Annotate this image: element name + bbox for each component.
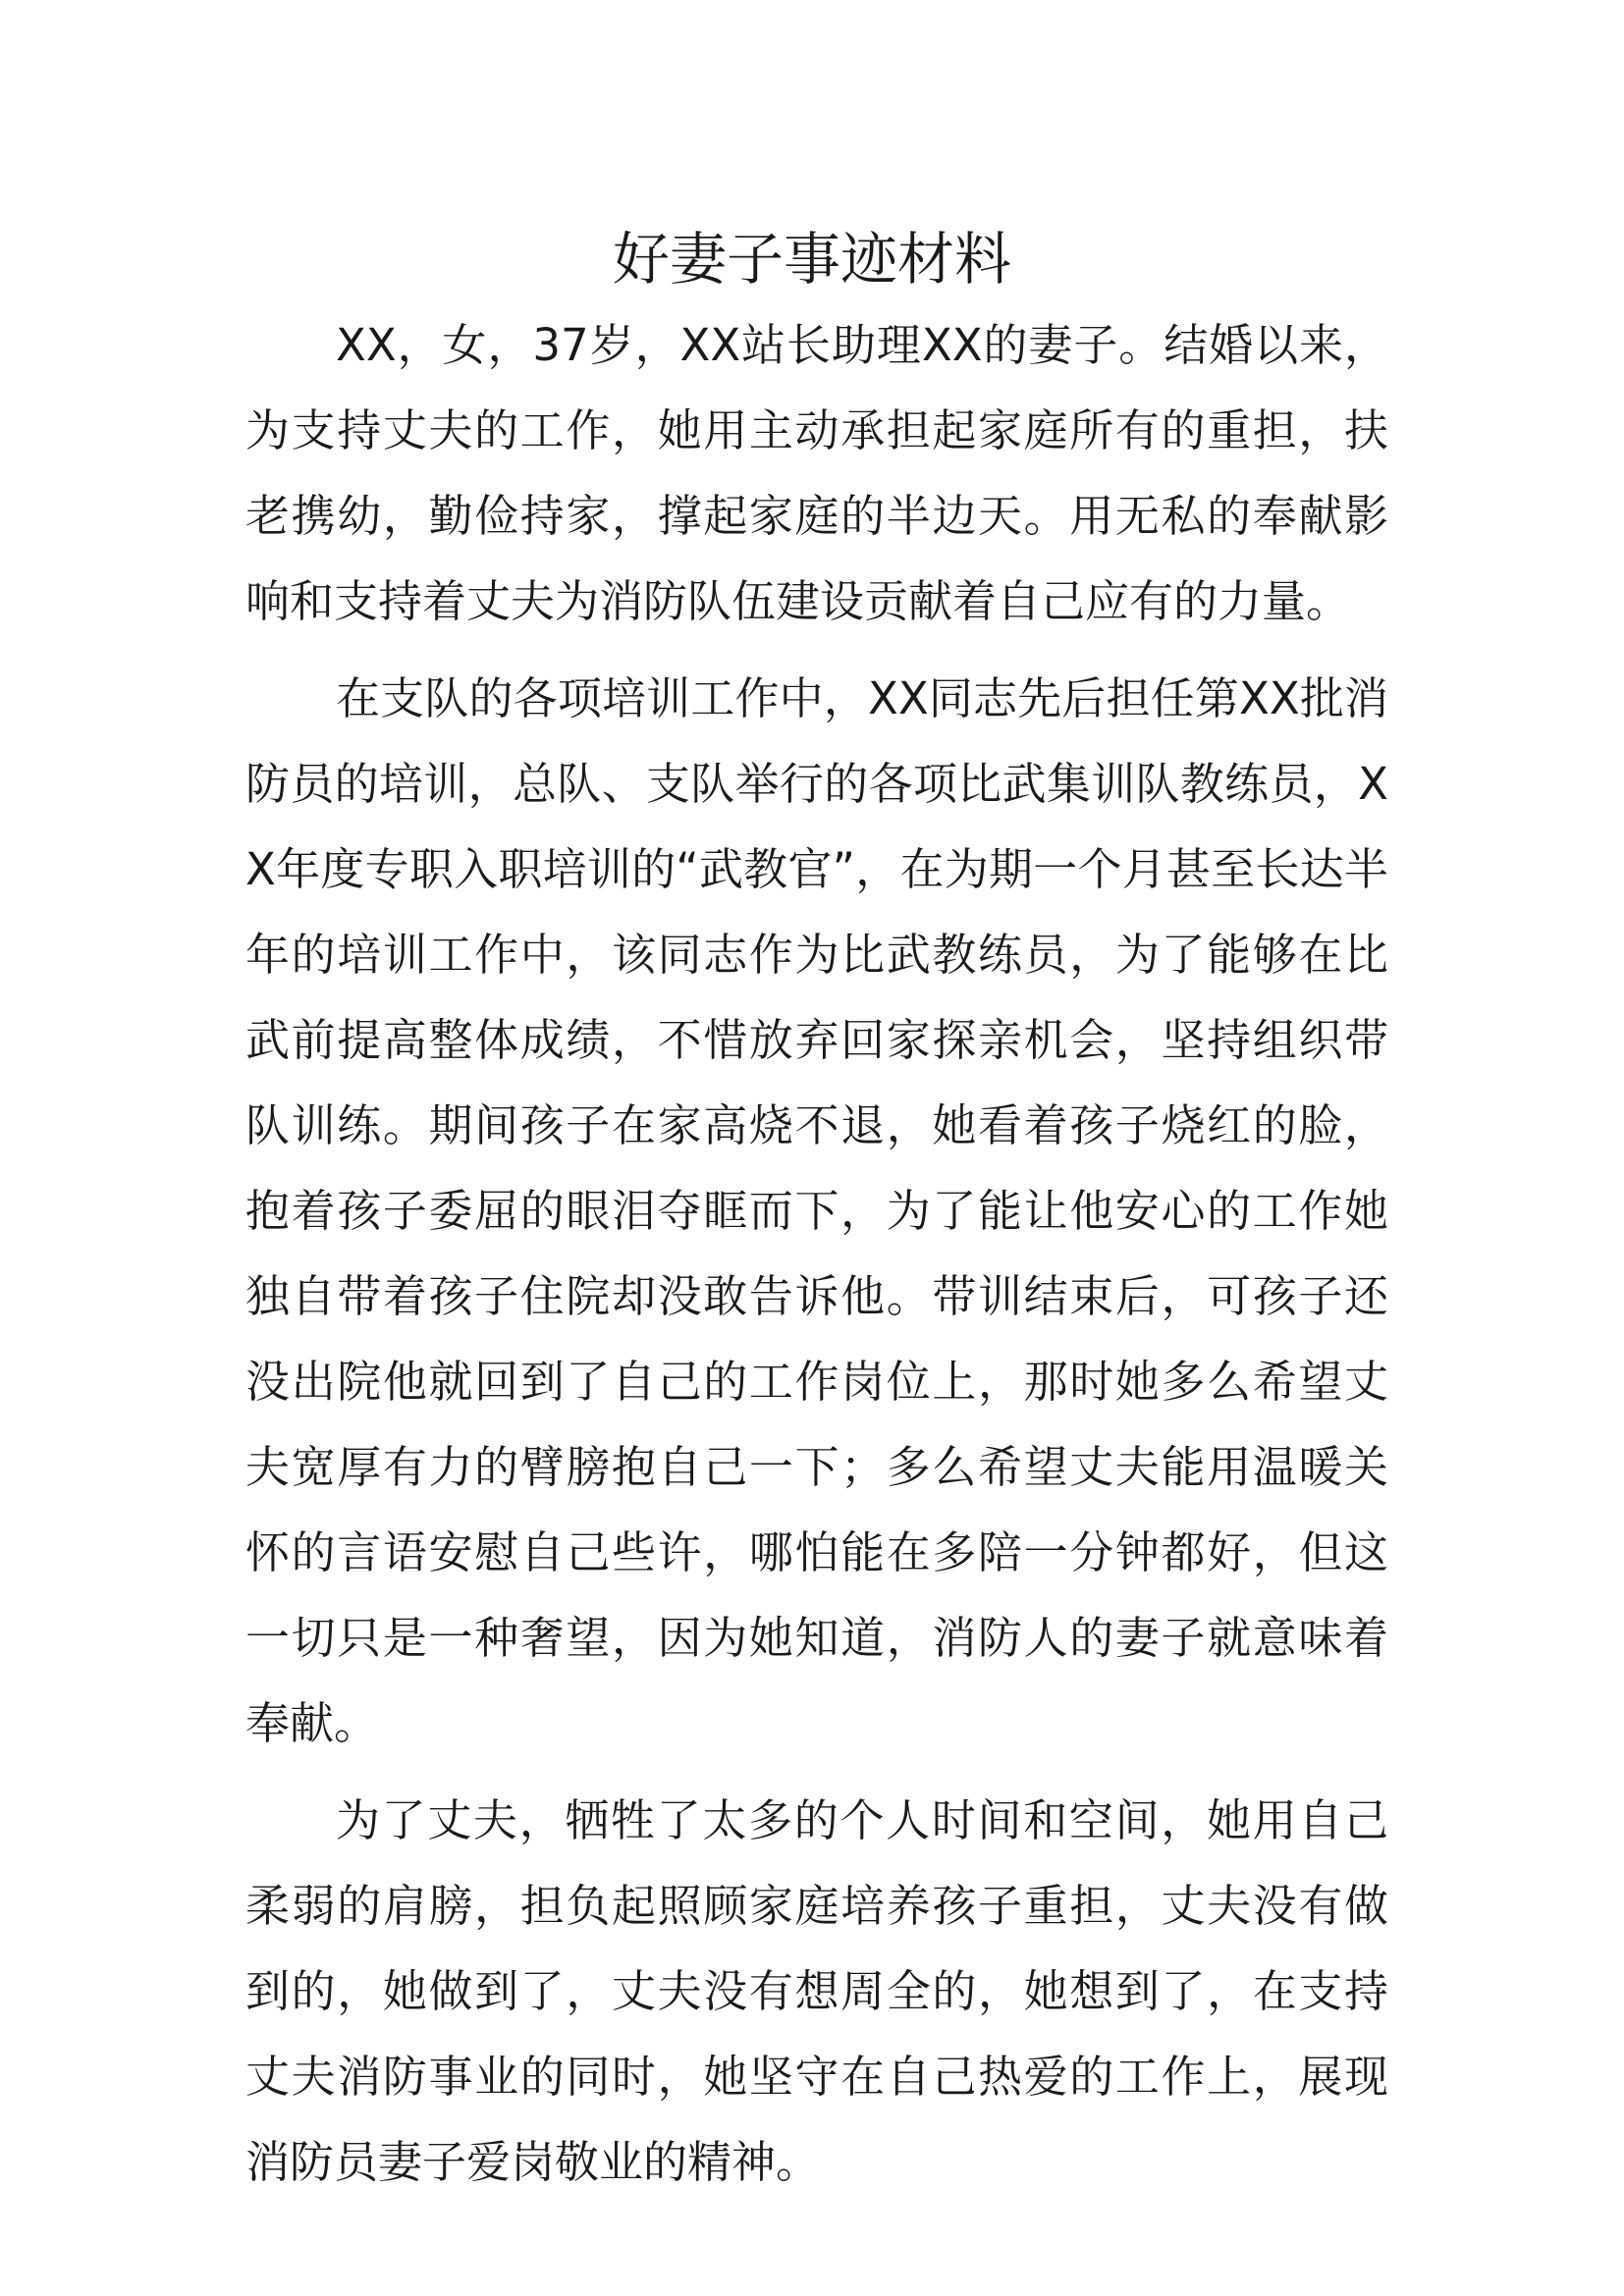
paragraph-1: XX，女，37岁，XX站长助理XX的妻子。结婚以来，为支持丈夫的工作，她用主动承担起家庭所有的重担，扶老携幼，勤俭持家，撑起家庭的半边天。用无私的奉献影响和支持着丈夫为消防队伍建设贡献着自己应有的力量。 [245,319,1388,627]
document-title: 好妻子事迹材料 [612,226,1011,293]
paragraph-3: 为了丈夫，牺牲了太多的个人时间和空间，她用自己柔弱的肩膀，担负起照顾家庭培养孩子重担，丈夫没有做到的，她做到了，丈夫没有想周全的，她想到了，在支持丈夫消防事业的同时，她坚守在自己热爱的工作上，展现消防员妻子爱岗敬业的精神。 [245,1794,1388,2188]
paragraph-2: 在支队的各项培训工作中，XX同志先后担任第XX批消防员的培训，总队、支队举行的各项比武集训队教练员，XX年度专职入职培训的“武教官”，在为期一个月甚至长达半年的培训工作中，该同志作为比武教练员，为了能够在比武前提高整体成绩，不惜放弃回家探亲机会，坚持组织带队训练。期间孩子在家高烧不退，她看着孩子烧红的脸，抱着孩子委屈的眼泪夺眶而下，为了能让他安心的工作她独自带着孩子住院却没敢告诉他。带训结束后，可孩子还没出院他就回到了自己的工作岗位上，那时她多么希望丈夫宽厚有力的臂膀抱自己一下；多么希望丈夫能用温暖关怀的言语安慰自己些许，哪怕能在多陪一分钟都好，但这一切只是一种奢望，因为她知道，消防人的妻子就意味着奉献。 [245,672,1388,1749]
document-body [245,302,1388,2216]
